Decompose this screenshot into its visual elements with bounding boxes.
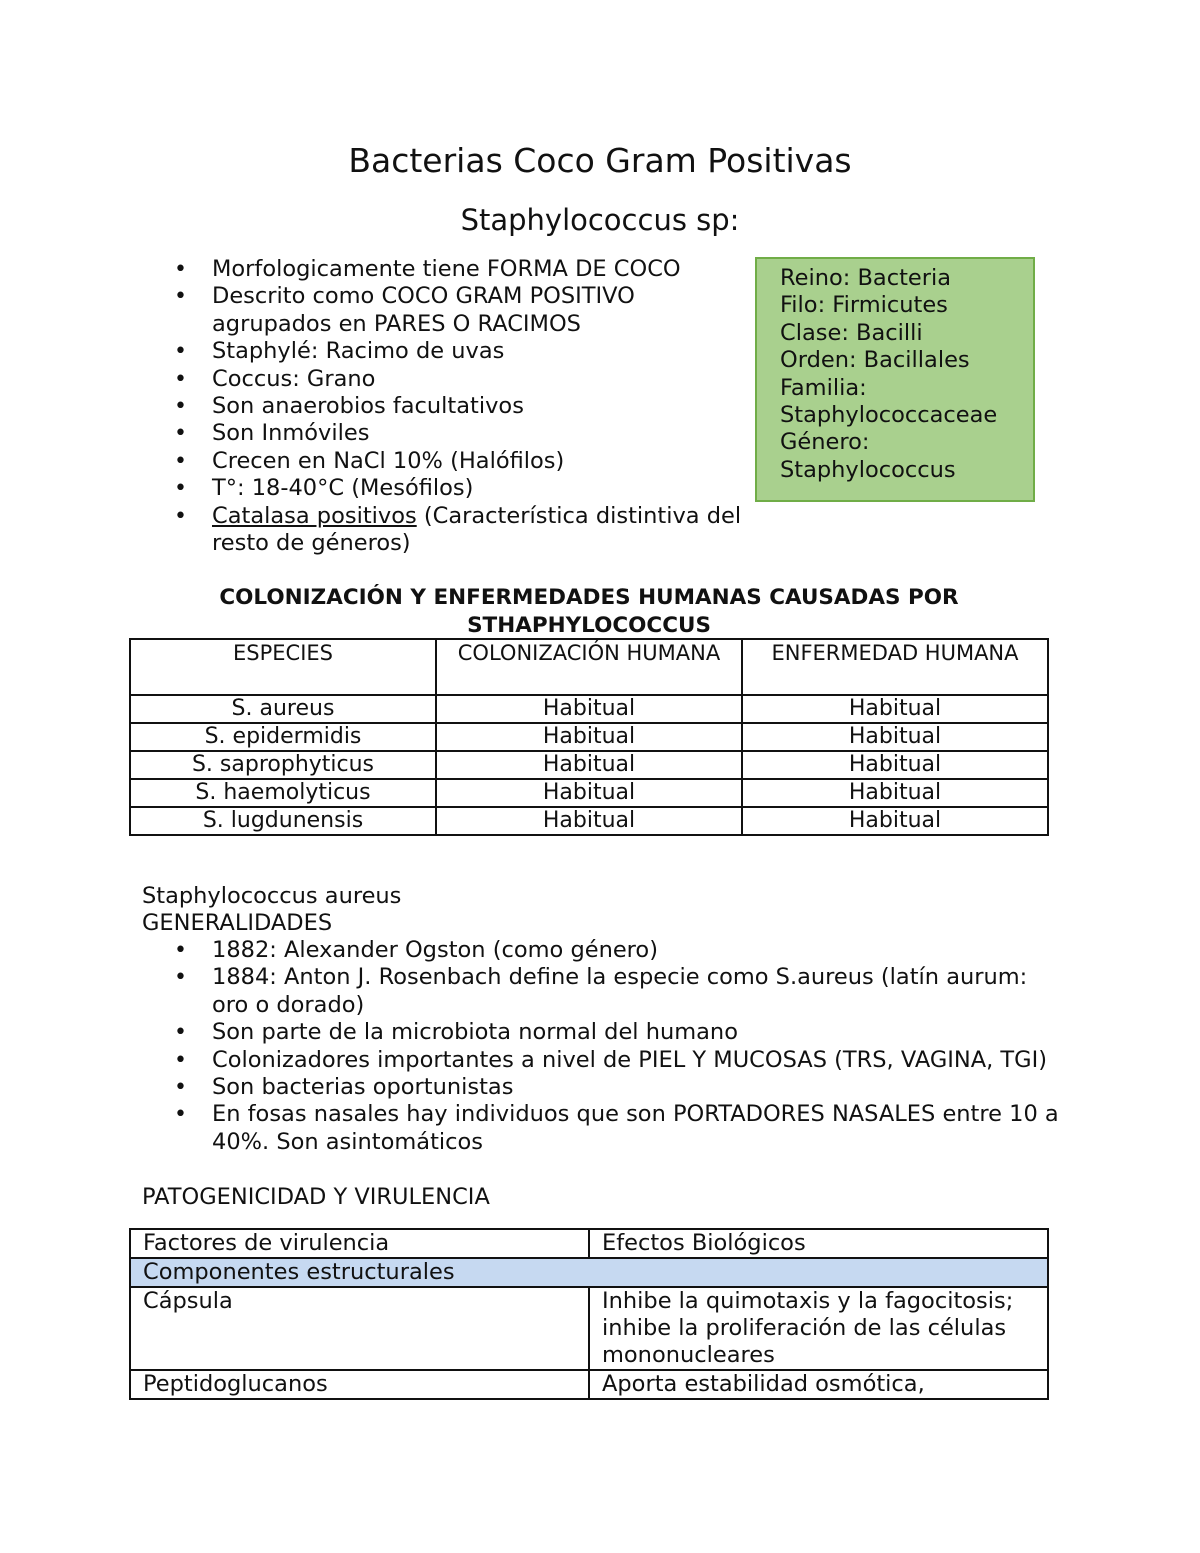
features-list — [142, 256, 742, 557]
cell-colonization: Habitual — [436, 779, 742, 807]
colonization-table — [129, 638, 1049, 836]
colonization-heading: COLONIZACIÓN Y ENFERMEDADES HUMANAS CAUSADAS POR STHAPHYLOCOCCUS — [219, 585, 959, 638]
list-item-catalasa — [142, 503, 742, 558]
virulence-table — [129, 1228, 1049, 1400]
taxonomy-familia: Familia: Staphylococcaceae — [780, 374, 998, 429]
cell-colonization: Habitual — [436, 807, 742, 835]
cell-disease: Habitual — [742, 723, 1048, 751]
list-item: • Coccus: Grano — [142, 366, 742, 393]
cell-colonization: Habitual — [436, 723, 742, 751]
list-item: • Son Inmóviles — [142, 420, 742, 447]
patho-heading: PATOGENICIDAD Y VIRULENCIA — [142, 1184, 490, 1210]
list-item: • Colonizadores importantes a nivel de PIEL Y MUCOSAS (TRS, VAGINA, TGI) — [142, 1047, 1062, 1074]
table-row — [130, 807, 1048, 835]
general-heading: GENERALIDADES — [142, 910, 333, 936]
document-title: Bacterias Coco Gram Positivas — [348, 141, 852, 180]
taxonomy-clase: Clase: Bacilli — [780, 319, 923, 346]
table-header-row — [130, 1229, 1048, 1258]
list-item: • Morfologicamente tiene FORMA DE COCO — [142, 256, 742, 283]
list-item: • En fosas nasales hay individuos que son PORTADORES NASALES entre 10 a 40%. Son asintomáticos — [142, 1101, 1062, 1156]
taxonomy-orden: Orden: Bacillales — [780, 347, 970, 374]
table-row — [130, 695, 1048, 723]
cell-species: S. haemolyticus — [130, 779, 436, 807]
cell-species: S. lugdunensis — [130, 807, 436, 835]
header-factores: Factores de virulencia — [130, 1229, 589, 1258]
cell-species: S. saprophyticus — [130, 751, 436, 779]
cell-colonization: Habitual — [436, 751, 742, 779]
list-item: • Son parte de la microbiota normal del humano — [142, 1019, 1062, 1046]
aureus-name: Staphylococcus aureus — [142, 883, 402, 909]
cell-factor: Peptidoglucanos — [130, 1370, 589, 1399]
taxonomy-filo: Filo: Firmicutes — [780, 292, 948, 319]
cell-disease: Habitual — [742, 807, 1048, 835]
taxonomy-genero: Género: Staphylococcus — [780, 429, 956, 483]
table-row — [130, 1287, 1048, 1370]
list-item: • Son bacterias oportunistas — [142, 1074, 1062, 1101]
header-enfermedad: ENFERMEDAD HUMANA — [742, 639, 1048, 695]
table-header-row — [130, 639, 1048, 695]
section-subtitle: Staphylococcus sp: — [460, 203, 740, 237]
taxonomy-box — [755, 257, 1035, 502]
table-row — [130, 779, 1048, 807]
table-row — [130, 723, 1048, 751]
taxonomy-reino: Reino: Bacteria — [780, 265, 952, 291]
cell-disease: Habitual — [742, 751, 1048, 779]
table-row — [130, 1370, 1048, 1399]
cell-disease: Habitual — [742, 695, 1048, 723]
header-efectos: Efectos Biológicos — [589, 1229, 1048, 1258]
cell-species: S. epidermidis — [130, 723, 436, 751]
cell-disease: Habitual — [742, 779, 1048, 807]
list-item: • Son anaerobios facultativos — [142, 393, 742, 420]
list-item: • Descrito como COCO GRAM POSITIVO agrupados en PARES O RACIMOS — [142, 283, 742, 338]
list-item: • T°: 18-40°C (Mesófilos) — [142, 475, 742, 502]
section-row — [130, 1258, 1048, 1287]
cell-factor: Cápsula — [130, 1287, 589, 1370]
section-label: Componentes estructurales — [130, 1258, 1048, 1287]
list-item: • 1882: Alexander Ogston (como género) — [142, 937, 1062, 964]
list-item: • 1884: Anton J. Rosenbach define la especie como S.aureus (latín aurum: oro o dorado) — [142, 964, 1062, 1019]
cell-colonization: Habitual — [436, 695, 742, 723]
general-list — [142, 937, 1062, 1156]
catalasa-underlined: Catalasa positivos — [212, 502, 417, 529]
header-especies: ESPECIES — [130, 639, 436, 695]
list-item: • Staphylé: Racimo de uvas — [142, 338, 742, 365]
cell-effect: Aporta estabilidad osmótica, — [589, 1370, 1048, 1399]
cell-effect: Inhibe la quimotaxis y la fagocitosis; inhibe la proliferación de las células mononucleares — [589, 1287, 1048, 1370]
cell-species: S. aureus — [130, 695, 436, 723]
table-row — [130, 751, 1048, 779]
list-item: • Crecen en NaCl 10% (Halófilos) — [142, 448, 742, 475]
header-colonizacion: COLONIZACIÓN HUMANA — [436, 639, 742, 695]
catalasa-rest: (Característica distintiva del resto de géneros) — [212, 502, 742, 557]
